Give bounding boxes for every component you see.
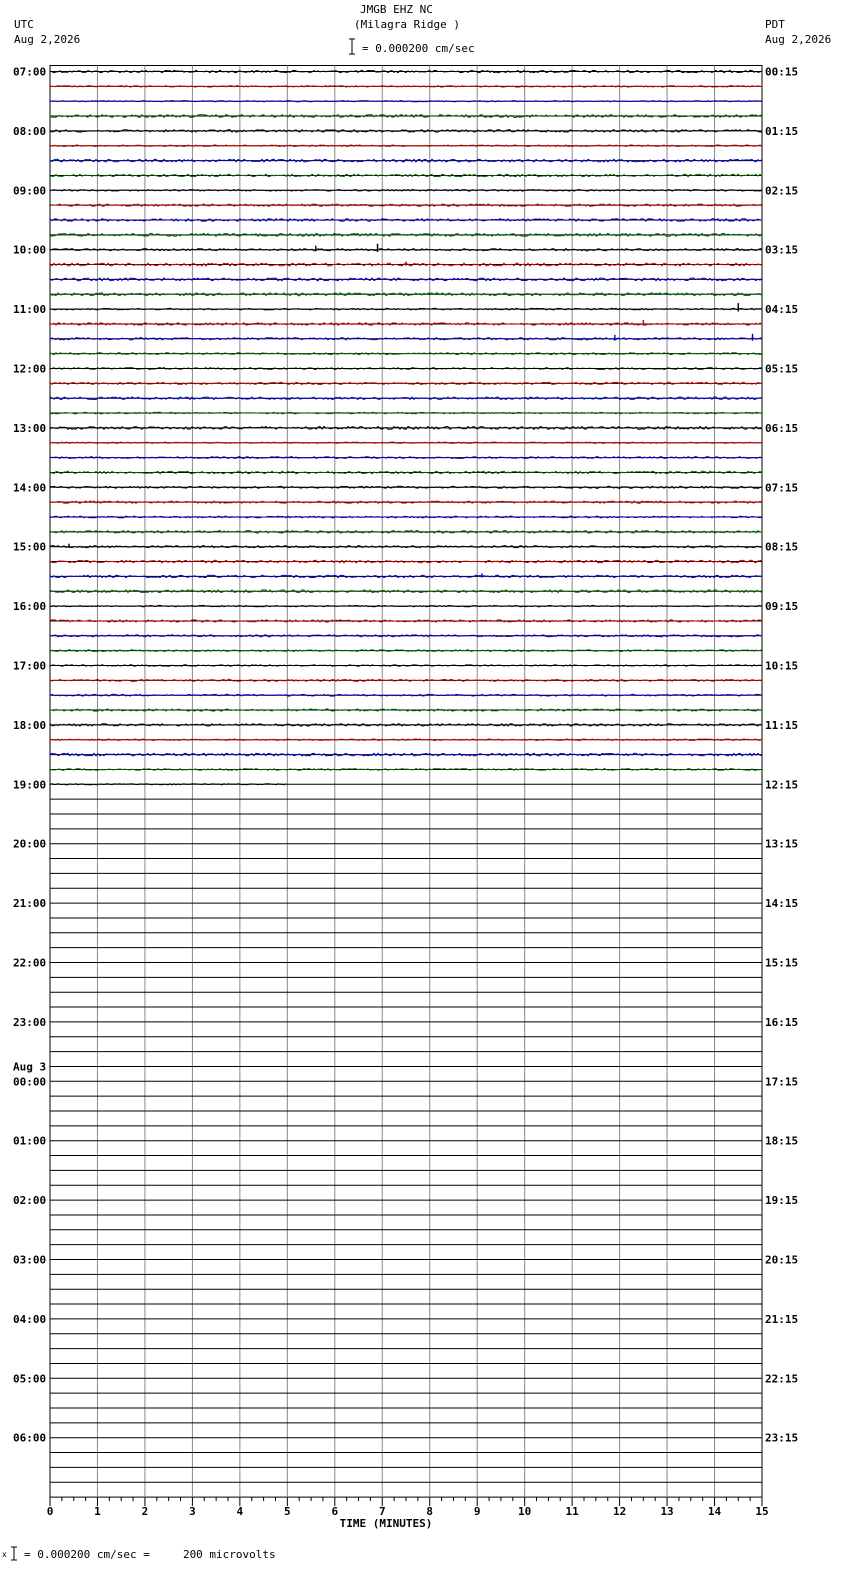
trace-row [50, 397, 762, 400]
pdt-zone-label: PDT [765, 18, 785, 31]
pdt-hour-label: 17:15 [765, 1075, 799, 1089]
axis-labels [13, 66, 798, 1531]
pdt-hour-label: 04:15 [765, 303, 799, 317]
utc-hour-label: 12:00 [13, 362, 47, 376]
x-tick-label: 1 [94, 1505, 101, 1519]
pdt-hour-label: 10:15 [765, 659, 799, 673]
x-tick-label: 8 [426, 1505, 434, 1519]
trace-row [50, 516, 762, 518]
pdt-date-label: Aug 2,2026 [765, 33, 832, 46]
x-tick-label: 12 [612, 1505, 627, 1519]
x-tick-label: 7 [378, 1505, 386, 1519]
x-tick-label: 11 [565, 1505, 579, 1519]
utc-date-label: Aug 2,2026 [14, 33, 81, 46]
x-tick-label: 15 [755, 1505, 769, 1519]
pdt-hour-label: 15:15 [765, 956, 799, 970]
utc-hour-label: 01:00 [13, 1134, 47, 1148]
pdt-hour-label: 08:15 [765, 540, 799, 554]
x-tick-label: 4 [236, 1505, 244, 1519]
utc-hour-label: 23:00 [13, 1015, 47, 1029]
x-tick-label: 0 [46, 1505, 54, 1519]
pdt-hour-label: 20:15 [765, 1253, 799, 1267]
x-tick-label: 10 [518, 1505, 532, 1519]
site-name: (Milagra Ridge ) [354, 18, 460, 31]
utc-hour-label: 08:00 [13, 124, 47, 138]
pdt-hour-label: 07:15 [765, 481, 799, 495]
trace-row [50, 323, 762, 326]
pdt-hour-label: 03:15 [765, 243, 799, 257]
trace-row [50, 249, 762, 251]
utc-date-change-label: Aug 3 [13, 1060, 47, 1074]
trace-row [50, 457, 762, 459]
station-title: JMGB EHZ NC [360, 3, 433, 16]
pdt-hour-label: 06:15 [765, 421, 799, 435]
trace-row [50, 219, 762, 222]
pdt-hour-label: 13:15 [765, 837, 799, 851]
utc-hour-label: 00:00 [13, 1075, 47, 1089]
pdt-hour-label: 19:15 [765, 1194, 799, 1208]
utc-hour-label: 06:00 [13, 1431, 47, 1445]
pdt-hour-label: 11:15 [765, 718, 799, 732]
utc-hour-label: 16:00 [13, 600, 47, 614]
trace-row [50, 278, 762, 281]
utc-zone-label: UTC [14, 18, 34, 31]
x-tick-label: 9 [473, 1505, 481, 1519]
trace-row [50, 724, 762, 726]
pdt-hour-label: 23:15 [765, 1431, 799, 1445]
pdt-hour-label: 01:15 [765, 124, 799, 138]
calibration-prefix: x [2, 1550, 7, 1559]
utc-hour-label: 18:00 [13, 718, 47, 732]
utc-hour-label: 14:00 [13, 481, 47, 495]
utc-hour-label: 07:00 [13, 65, 47, 79]
x-tick-label: 6 [331, 1505, 339, 1519]
utc-hour-label: 04:00 [13, 1312, 47, 1326]
x-tick-label: 14 [707, 1505, 722, 1519]
scale-label: = 0.000200 cm/sec [362, 42, 475, 55]
pdt-hour-label: 00:15 [765, 65, 799, 79]
utc-hour-label: 17:00 [13, 659, 47, 673]
utc-hour-label: 03:00 [13, 1253, 47, 1267]
utc-hour-label: 15:00 [13, 540, 47, 554]
utc-hour-label: 22:00 [13, 956, 47, 970]
utc-hour-label: 11:00 [13, 303, 47, 317]
trace-row [50, 753, 762, 756]
pdt-hour-label: 02:15 [765, 184, 799, 198]
pdt-hour-label: 22:15 [765, 1372, 799, 1386]
pdt-hour-label: 12:15 [765, 778, 799, 792]
trace-row [50, 86, 762, 88]
x-tick-label: 2 [141, 1505, 149, 1519]
calibration-label: = 0.000200 cm/sec = 200 microvolts [24, 1548, 276, 1561]
x-axis-title: TIME (MINUTES) [339, 1517, 433, 1531]
x-tick-label: 5 [284, 1505, 291, 1519]
utc-hour-label: 13:00 [13, 421, 47, 435]
pdt-hour-label: 05:15 [765, 362, 799, 376]
trace-row [50, 368, 762, 370]
utc-hour-label: 09:00 [13, 184, 47, 198]
pdt-hour-label: 14:15 [765, 897, 799, 911]
utc-hour-label: 19:00 [13, 778, 47, 792]
x-tick-label: 3 [189, 1505, 196, 1519]
trace-row [50, 145, 762, 147]
utc-hour-label: 21:00 [13, 897, 47, 911]
pdt-hour-label: 16:15 [765, 1015, 799, 1029]
pdt-hour-label: 18:15 [765, 1134, 799, 1148]
trace-row [50, 190, 762, 192]
utc-hour-label: 20:00 [13, 837, 47, 851]
utc-hour-label: 10:00 [13, 243, 47, 257]
utc-hour-label: 05:00 [13, 1372, 47, 1386]
pdt-hour-label: 09:15 [765, 600, 799, 614]
x-tick-label: 13 [660, 1505, 674, 1519]
utc-hour-label: 02:00 [13, 1194, 47, 1208]
pdt-hour-label: 21:15 [765, 1312, 799, 1326]
